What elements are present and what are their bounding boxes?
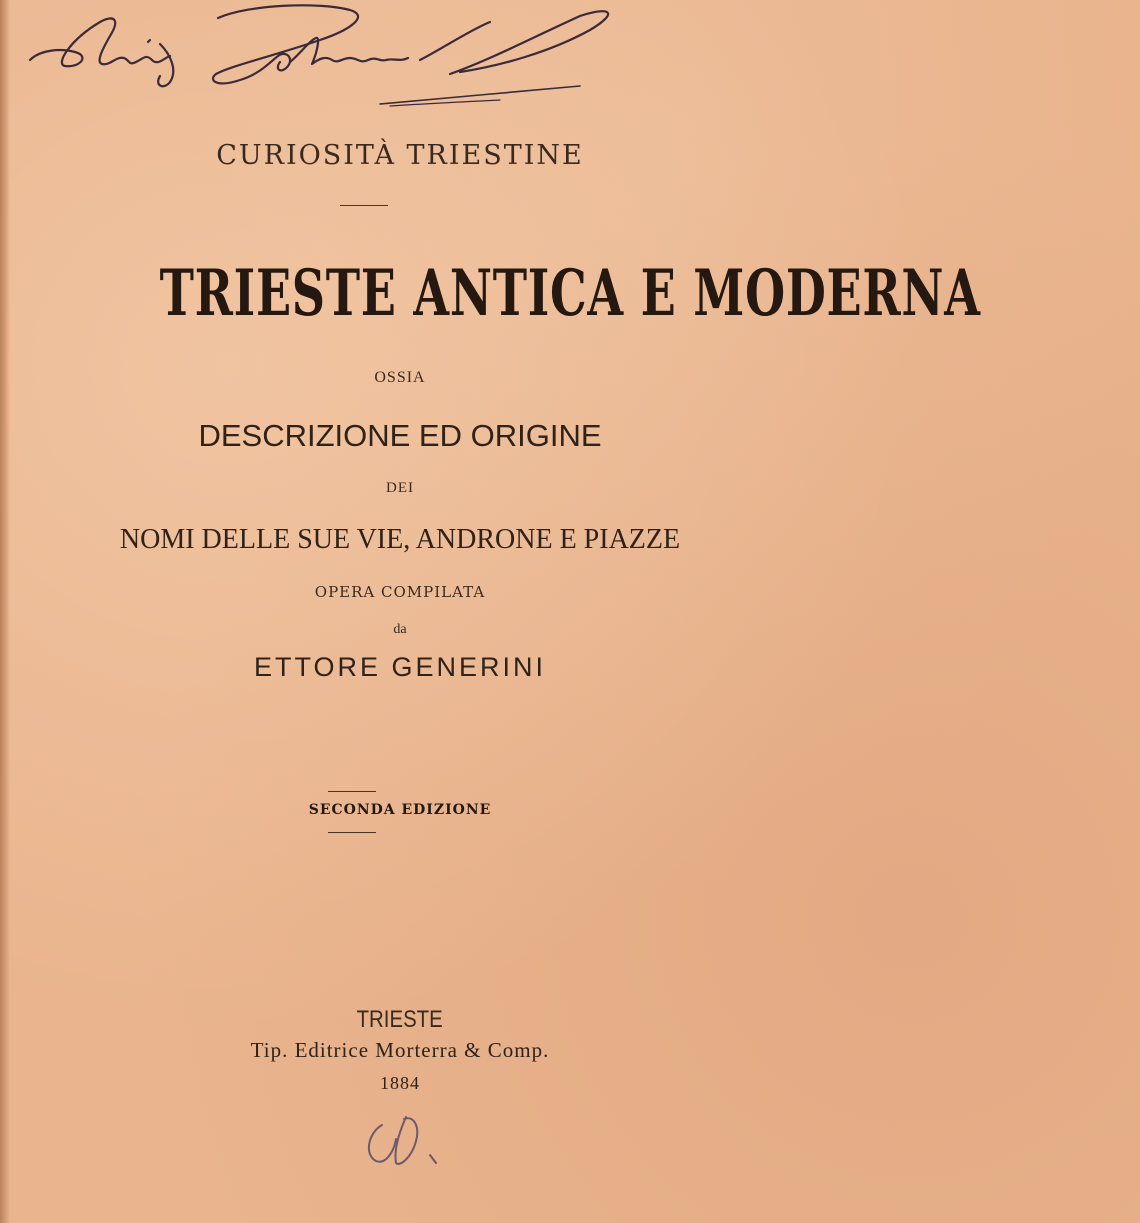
divider-rule-edition-top bbox=[328, 791, 376, 792]
handwritten-signature bbox=[20, 0, 640, 115]
imprint-year: 1884 bbox=[380, 1073, 420, 1093]
ossia-label: OSSIA bbox=[374, 369, 426, 386]
main-title bbox=[0, 256, 981, 331]
imprint-printer: Tip. Editrice Morterra & Comp. bbox=[250, 1038, 550, 1062]
description-heading: DESCRIZIONE ED ORIGINE bbox=[198, 418, 602, 453]
da-label: da bbox=[393, 622, 407, 637]
imprint-city-text: TRIESTE bbox=[356, 1006, 444, 1033]
divider-rule-edition-bottom bbox=[328, 832, 376, 833]
author-name: ETTORE GENERINI bbox=[253, 652, 547, 682]
edition-label: SECONDA EDIZIONE bbox=[308, 802, 492, 818]
main-title-text: TRIESTE ANTICA E MODERNA bbox=[159, 256, 981, 331]
imprint-city bbox=[0, 1006, 800, 1034]
handwritten-mark bbox=[350, 1105, 460, 1175]
opera-label: OPERA COMPILATA bbox=[314, 583, 486, 601]
series-title: CURIOSITÀ TRIESTINE bbox=[216, 140, 584, 171]
divider-rule-top bbox=[340, 205, 388, 206]
subject-heading: NOMI DELLE SUE VIE, ANDRONE E PIAZZE bbox=[119, 524, 681, 555]
dei-label: DEI bbox=[386, 480, 414, 496]
